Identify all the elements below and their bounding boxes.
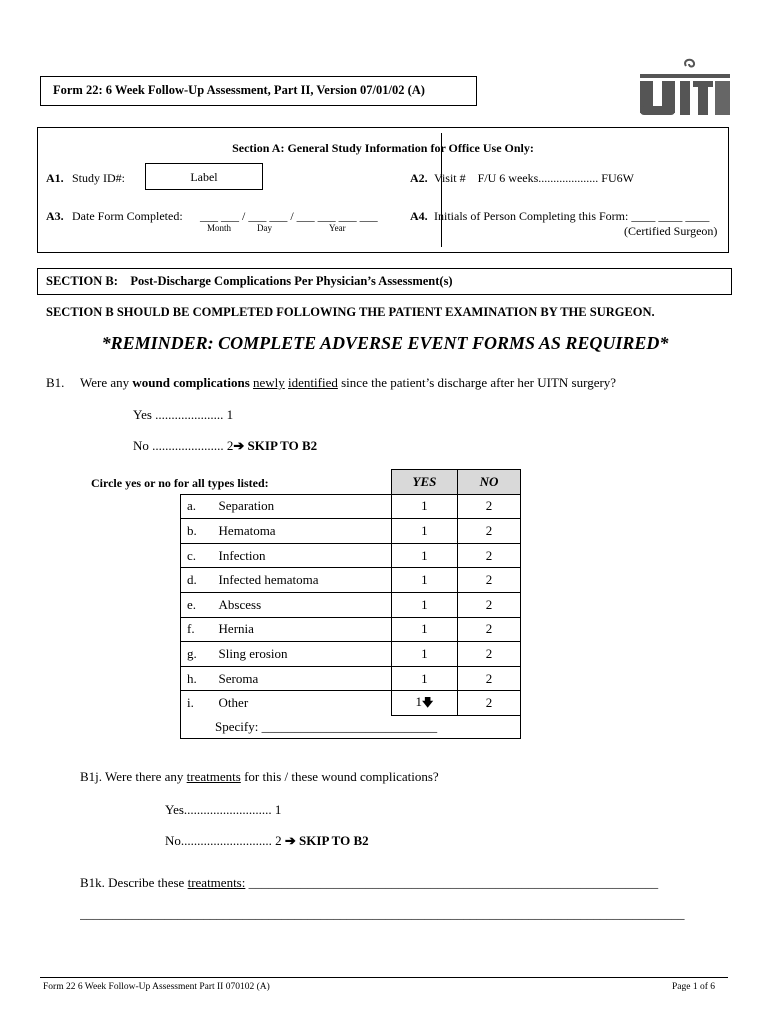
b1k-q-treatments: treatments: [187,875,246,890]
form-title: Form 22: 6 Week Follow-Up Assessment, Part II, Version 07/01/02 (A) [40,76,477,106]
row-yes-option[interactable]: 1 [391,592,457,617]
a3-label: Date Form Completed: [72,209,183,223]
col-yes-header: YES [391,470,457,495]
b1j-question [80,769,439,785]
row-no-option[interactable]: 2 [457,519,520,544]
a3-number: A3. [46,209,64,223]
arrow-right-icon: ➔ [284,833,296,848]
row-no-option[interactable]: 2 [457,691,520,716]
specify-row[interactable]: Specify: ___________________________ [181,715,521,738]
month-caption: Month [207,223,232,233]
table-row [181,642,521,667]
row-label: Seroma [217,666,392,691]
b1-q-identified: identified [288,375,338,390]
circle-instruction: Circle yes or no for all types listed: [91,476,269,490]
uitn-logo [638,58,734,120]
row-no-option[interactable]: 2 [457,666,520,691]
b1j-q-post: for this / these wound complications? [240,769,439,784]
b1-number: B1. [46,375,65,390]
b1j-no-option[interactable] [165,833,369,849]
b1j-skip-text: SKIP TO B2 [299,833,369,848]
b1j-yes-option[interactable]: Yes........................... 1 [165,802,282,817]
row-label: Separation [217,494,392,519]
b1-q-bold: wound complications [132,375,250,390]
b1-skip-text: SKIP TO B2 [247,438,318,453]
row-label: Abscess [217,592,392,617]
b1-yes-option[interactable]: Yes ..................... 1 [133,407,234,422]
row-letter: c. [181,543,217,568]
b1j-q-treatments: treatments [186,769,241,784]
table-row [181,494,521,519]
b1-no-text: No ...................... 2 [133,438,234,453]
row-label: Hematoma [217,519,392,544]
table-row [181,666,521,691]
a4-label[interactable]: Initials of Person Completing this Form: ____ ____ ____ [434,209,710,223]
footer-form-id: Form 22 6 Week Follow-Up Assessment Part II 070102 (A) [43,982,270,992]
row-yes-option[interactable]: 1 [391,543,457,568]
row-letter: g. [181,642,217,667]
section-a-title: Section A: General Study Information for Office Use Only: [232,141,534,155]
arrow-right-icon: ➔ [233,438,245,453]
a1-label: Study ID#: [72,171,126,185]
row-letter: i. [181,691,217,716]
row-letter: h. [181,666,217,691]
study-id-field[interactable]: Label [145,163,263,190]
b1-no-option[interactable] [133,438,317,454]
b1k-q-pre: B1k. Describe these [80,875,188,890]
b1-q-pre: Were any [80,375,133,390]
table-row [181,691,521,716]
row-label: Infected hematoma [217,568,392,593]
row-label: Other [217,691,392,716]
row-label: Hernia [217,617,392,642]
b1-q-newly: newly [253,375,285,390]
reminder-banner: *REMINDER: COMPLETE ADVERSE EVENT FORMS AS REQUIRED* [101,333,669,353]
b1j-no-text: No............................ 2 [165,833,282,848]
footer-divider [40,977,728,978]
table-row [181,519,521,544]
row-no-option[interactable]: 2 [457,642,520,667]
row-yes-option[interactable]: 1 [391,617,457,642]
row-yes-option[interactable]: 1 [391,568,457,593]
row-letter: d. [181,568,217,593]
section-b-title: SECTION B: Post-Discharge Complications Per Physician’s Assessment(s) [37,268,732,295]
row-yes-option[interactable]: 1 [391,494,457,519]
a4-number: A4. [410,209,428,223]
b1-question [80,375,616,391]
footer-page-number: Page 1 of 6 [672,982,716,992]
row-no-option[interactable]: 2 [457,494,520,519]
table-row [181,568,521,593]
date-completed-field[interactable]: ___ ___ / ___ ___ / ___ ___ ___ ___ [200,209,378,223]
b1k-question[interactable] [80,875,658,891]
b1j-q-pre: B1j. Were there any [80,769,187,784]
b1-q-post: since the patient’s discharge after her UITN surgery? [337,375,617,390]
table-row [181,543,521,568]
row-label: Infection [217,543,392,568]
day-caption: Day [257,223,272,233]
row-letter: e. [181,592,217,617]
a2-number: A2. [410,171,428,185]
row-no-option[interactable]: 2 [457,568,520,593]
table-row [181,592,521,617]
b1k-answer-line-2[interactable]: _____________________________________________________________________________________________ [80,906,685,921]
row-yes-option[interactable]: 1 [391,666,457,691]
section-b-instruction: SECTION B SHOULD BE COMPLETED FOLLOWING THE PATIENT EXAMINATION BY THE SURGEON. [46,305,655,319]
year-caption: Year [329,223,346,233]
a1-number: A1. [46,171,64,185]
row-letter: f. [181,617,217,642]
table-row [181,617,521,642]
a2-label: Visit # F/U 6 weeks.................... FU6W [434,171,634,185]
b1k-answer-line-1: _______________________________________________________________ [248,875,659,890]
row-no-option[interactable]: 2 [457,592,520,617]
row-yes-option[interactable]: 1 [391,519,457,544]
row-no-option[interactable]: 2 [457,543,520,568]
wound-complications-table [180,469,521,739]
a4-note: (Certified Surgeon) [624,224,718,238]
row-no-option[interactable]: 2 [457,617,520,642]
row-letter: a. [181,494,217,519]
arrow-down-icon: 🡇 [422,695,434,709]
row-letter: b. [181,519,217,544]
col-no-header: NO [457,470,520,495]
row-label: Sling erosion [217,642,392,667]
row-yes-option[interactable]: 1 [391,642,457,667]
row-yes-option[interactable]: 1🡇 [391,691,457,716]
